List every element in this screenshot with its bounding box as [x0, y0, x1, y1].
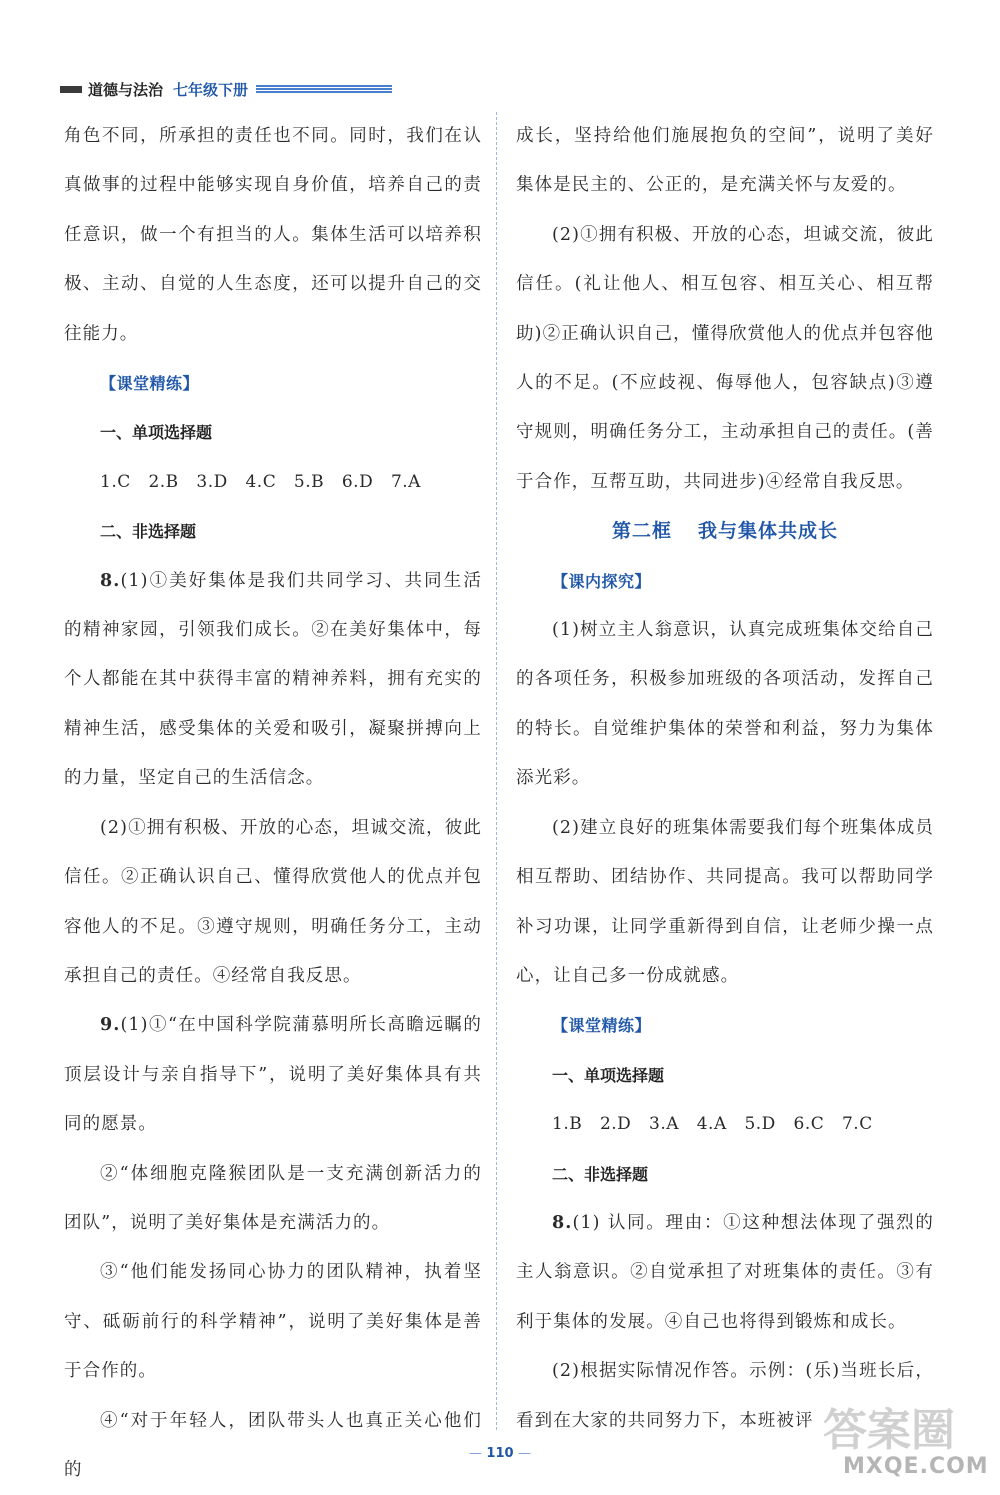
watermark-text: MXQE.COM: [843, 1454, 989, 1479]
single-choice-answers: [552, 1100, 934, 1149]
answer-text: (1) 认同。理由：①这种想法体现了强烈的主人翁意识。②自觉承担了对班集体的责任。③有利于集体的发展。④自己也将得到锻炼和成长。: [516, 1212, 934, 1332]
question-9-part-1: [64, 1001, 482, 1149]
answer-item: 4.A: [696, 1114, 727, 1135]
question-8-part-1: [516, 1199, 934, 1347]
lesson-title: [516, 507, 934, 556]
question-8-part-2: (2)根据实际情况作答。示例：(乐)当班长后，看到在大家的共同努力下，本班被评: [516, 1361, 934, 1431]
header-bar-right: [256, 85, 392, 93]
question-9-point-3: ③“他们能发扬同心协力的团队精神，执着坚守、砥砺前行的科学精神”，说明了美好集体是善于合作的。: [64, 1262, 482, 1382]
answer-item: 3.A: [649, 1114, 680, 1135]
answer-item: 6.C: [793, 1114, 825, 1135]
answer-item: 2.D: [599, 1114, 632, 1135]
section-heading-practice: 【课堂精练】: [552, 1016, 652, 1036]
question-8-part-2: (2)①拥有积极、开放的心态，坦诚交流，彼此信任。②正确认识自己、懂得欣赏他人的优点并包容他人的不足。③遵守规则，明确任务分工，主动承担自己的责任。④经常自我反思。: [64, 817, 482, 986]
subheading-single-choice: 一、单项选择题: [100, 423, 213, 443]
question-9-point-4: ④“对于年轻人，团队带头人也真正关心他们的: [64, 1410, 482, 1480]
answer-item: 3.D: [196, 471, 228, 492]
subheading-non-choice: 二、非选择题: [552, 1164, 649, 1184]
inquiry-part-1: (1)树立主人翁意识，认真完成班集体交给自己的各项任务，积极参加班级的各项活动，发挥自己的特长。自觉维护集体的荣誉和利益，努力为集体添光彩。: [516, 620, 934, 789]
header-bar-left: [60, 86, 82, 93]
right-paragraph-continued: 成长，坚持给他们施展抱负的空间”，说明了美好集体是民主的、公正的，是充满关怀与友爱的。: [516, 126, 934, 196]
answer-item: 5.B: [293, 471, 325, 492]
answer-item: 2.B: [148, 471, 179, 492]
footer-dash-right: —: [518, 1446, 532, 1461]
watermark-logo: [815, 1388, 989, 1488]
lesson-title-frame: 第二框: [611, 520, 672, 543]
lesson-title-name: 我与集体共成长: [698, 520, 839, 543]
answer-item: 1.B: [552, 1114, 583, 1135]
question-number: 8.: [100, 570, 121, 591]
subheading-non-choice: 二、非选择题: [100, 522, 197, 542]
answer-item: 6.D: [341, 471, 374, 492]
footer-dash-left: —: [468, 1446, 482, 1461]
question-number: 9.: [100, 1015, 121, 1036]
question-8-part-1: [64, 557, 482, 804]
single-choice-answers: [100, 458, 482, 507]
left-column: [64, 112, 482, 1495]
answer-item: 5.D: [744, 1114, 776, 1135]
answer-item: 4.C: [245, 471, 277, 492]
answer-item: 1.C: [100, 471, 131, 492]
page-number: 110: [486, 1446, 514, 1461]
section-heading-practice: 【课堂精练】: [100, 374, 200, 394]
right-column: [516, 112, 934, 1446]
inquiry-part-2: (2)建立良好的班集体需要我们每个班集体成员相互帮助、团结协作、共同提高。我可以帮助同学补习功课，让同学重新得到自信，让老师少操一点心，让自己多一份成就感。: [516, 817, 934, 986]
section-heading-inquiry: 【课内探究】: [552, 571, 652, 591]
left-paragraph-continued: 角色不同，所承担的责任也不同。同时，我们在认真做事的过程中能够实现自身价值，培养自己的责任意识，做一个有担当的人。集体生活可以培养积极、主动、自觉的人生态度，还可以提升自己的交往能力。: [64, 126, 482, 344]
watermark-glyphs: 答案圈: [823, 1405, 955, 1456]
subheading-single-choice: 一、单项选择题: [552, 1065, 665, 1085]
answer-text: (1)①“在中国科学院蒲慕明所长高瞻远瞩的顶层设计与亲自指导下”，说明了美好集体具有共同的愿景。: [64, 1015, 482, 1135]
header-grade: 七年级下册: [173, 80, 249, 99]
column-divider: [496, 112, 497, 1430]
answer-item: 7.A: [390, 471, 421, 492]
question-9-point-2: ②“体细胞克隆猴团队是一支充满创新活力的团队”，说明了美好集体是充满活力的。: [64, 1163, 482, 1233]
answer-text: (1)①美好集体是我们共同学习、共同生活的精神家园，引领我们成长。②在美好集体中，每个人都能在其中获得丰富的精神养料，拥有充实的精神生活，感受集体的关爱和吸引，凝聚拼搏向上的力量，坚定自己的生活信念。: [64, 570, 482, 789]
answer-item: 7.C: [841, 1114, 873, 1135]
question-9-part-2: (2)①拥有积极、开放的心态，坦诚交流，彼此信任。(礼让他人、相互包容、相互关心、相互帮助)②正确认识自己，懂得欣赏他人的优点并包容他人的不足。(不应歧视、侮辱他人，包容缺点)③遵守规则，明确任务分工，主动承担自己的责任。(善于合作，互帮互助，共同进步)④经常自我反思。: [516, 224, 934, 492]
question-number: 8.: [552, 1212, 573, 1233]
page-header: [60, 78, 392, 100]
header-subject: 道德与法治: [88, 80, 164, 99]
